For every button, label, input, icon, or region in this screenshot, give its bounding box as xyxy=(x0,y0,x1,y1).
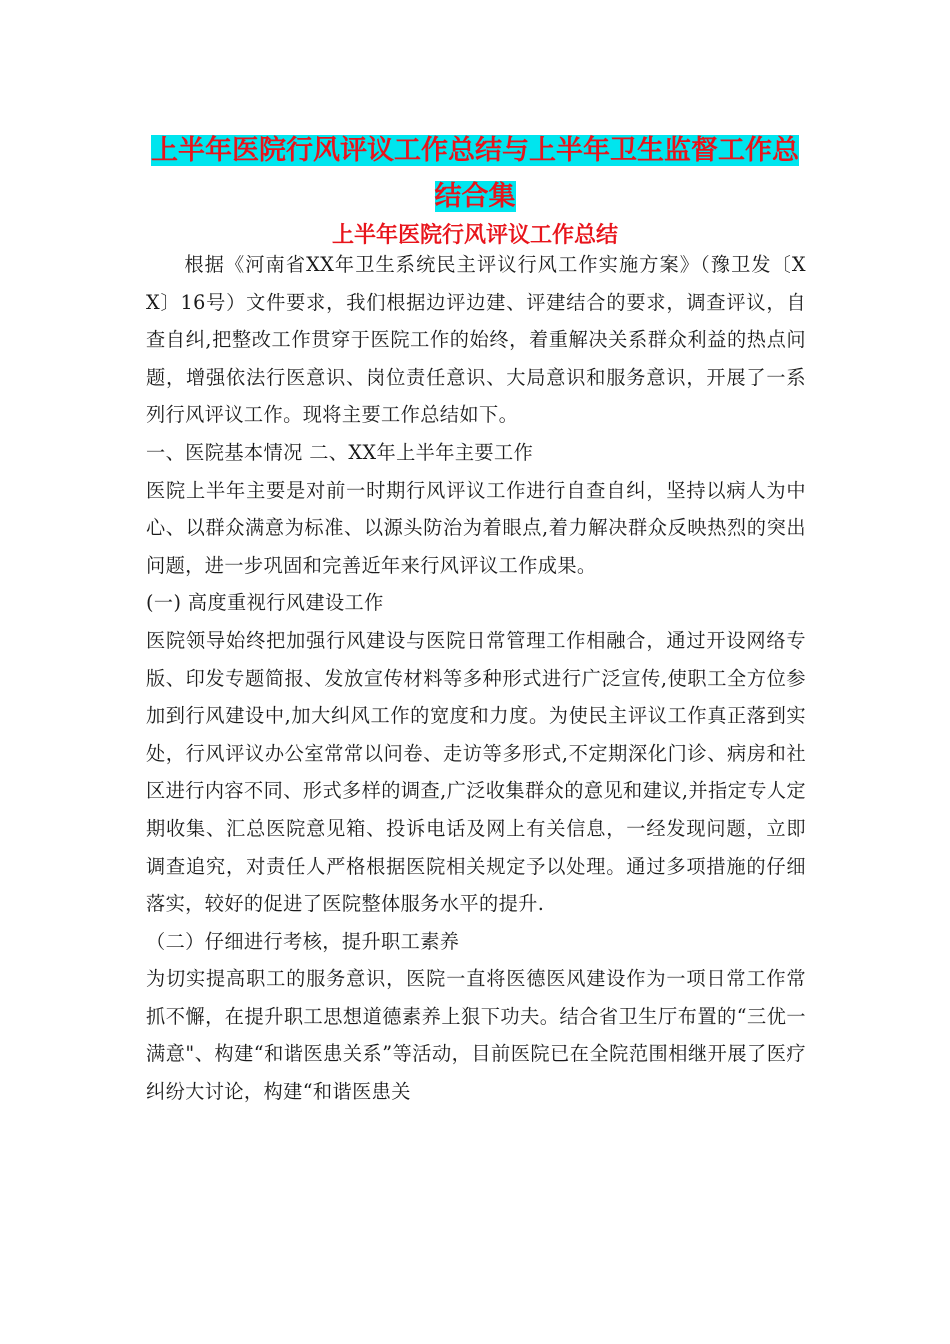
document-title-line-1: 上半年医院行风评议工作总结与上半年卫生监督工作总 xyxy=(151,135,799,166)
paragraph-section-2: 为切实提高职工的服务意识，医院一直将医德医风建设作为一项日常工作常抓不懈，在提升职工思想道德素养上狠下功夫。结合省卫生厅布置的“三优一满意"、构建“和谐医患关系”等活动，目前医院已在全院范围相继开展了医疗纠纷大讨论，构建“和谐医患关 xyxy=(146,967,806,1104)
paragraph-section-1: 医院领导始终把加强行风建设与医院日常管理工作相融合，通过开设网络专版、印发专题简报、发放宣传材料等多种形式进行广泛宣传,使职工全方位参加到行风建设中,加大纠风工作的宽度和力度。为使民主评议工作真正落到实处，行风评议办公室常常以问卷、走访等多形式,不定期深化门诊、病房和社区进行内容不同、形式多样的调查,广泛收集群众的意见和建议,并指定专人定期收集、汇总医院意见箱、投诉电话及网上有关信息，一经发现问题，立即调查追究，对责任人严格根据医院相关规定予以处理。通过多项措施的仔细落实，较好的促进了医院整体服务水平的提升. xyxy=(146,628,806,916)
section-title: 上半年医院行风评议工作总结 xyxy=(331,223,618,248)
heading-section-2: （二）仔细进行考核，提升职工素养 xyxy=(146,929,460,953)
paragraph-summary: 医院上半年主要是对前一时期行风评议工作进行自查自纠，坚持以病人为中心、以群众满意为标准、以源头防治为着眼点,着力解决群众反映热烈的突出问题，进一步巩固和完善近年来行风评议工作成果。 xyxy=(146,478,806,577)
document-title-line-2: 结合集 xyxy=(434,181,516,212)
heading-basic-info: 一、医院基本情况 二、XX年上半年主要工作 xyxy=(146,440,534,464)
heading-section-1: (一) 高度重视行风建设工作 xyxy=(146,591,384,615)
paragraph-intro: 根据《河南省XX年卫生系统民主评议行风工作实施方案》（豫卫发〔XX〕16号）文件要求，我们根据边评边建、评建结合的要求，调查评议，自查自纠,把整改工作贯穿于医院工作的始终，着重解决关系群众利益的热点问题，增强依法行医意识、岗位责任意识、大局意识和服务意识，开展了一系列行风评议工作。现将主要工作总结如下。 xyxy=(146,253,806,427)
document-title xyxy=(140,128,810,220)
document-body xyxy=(146,246,806,1111)
